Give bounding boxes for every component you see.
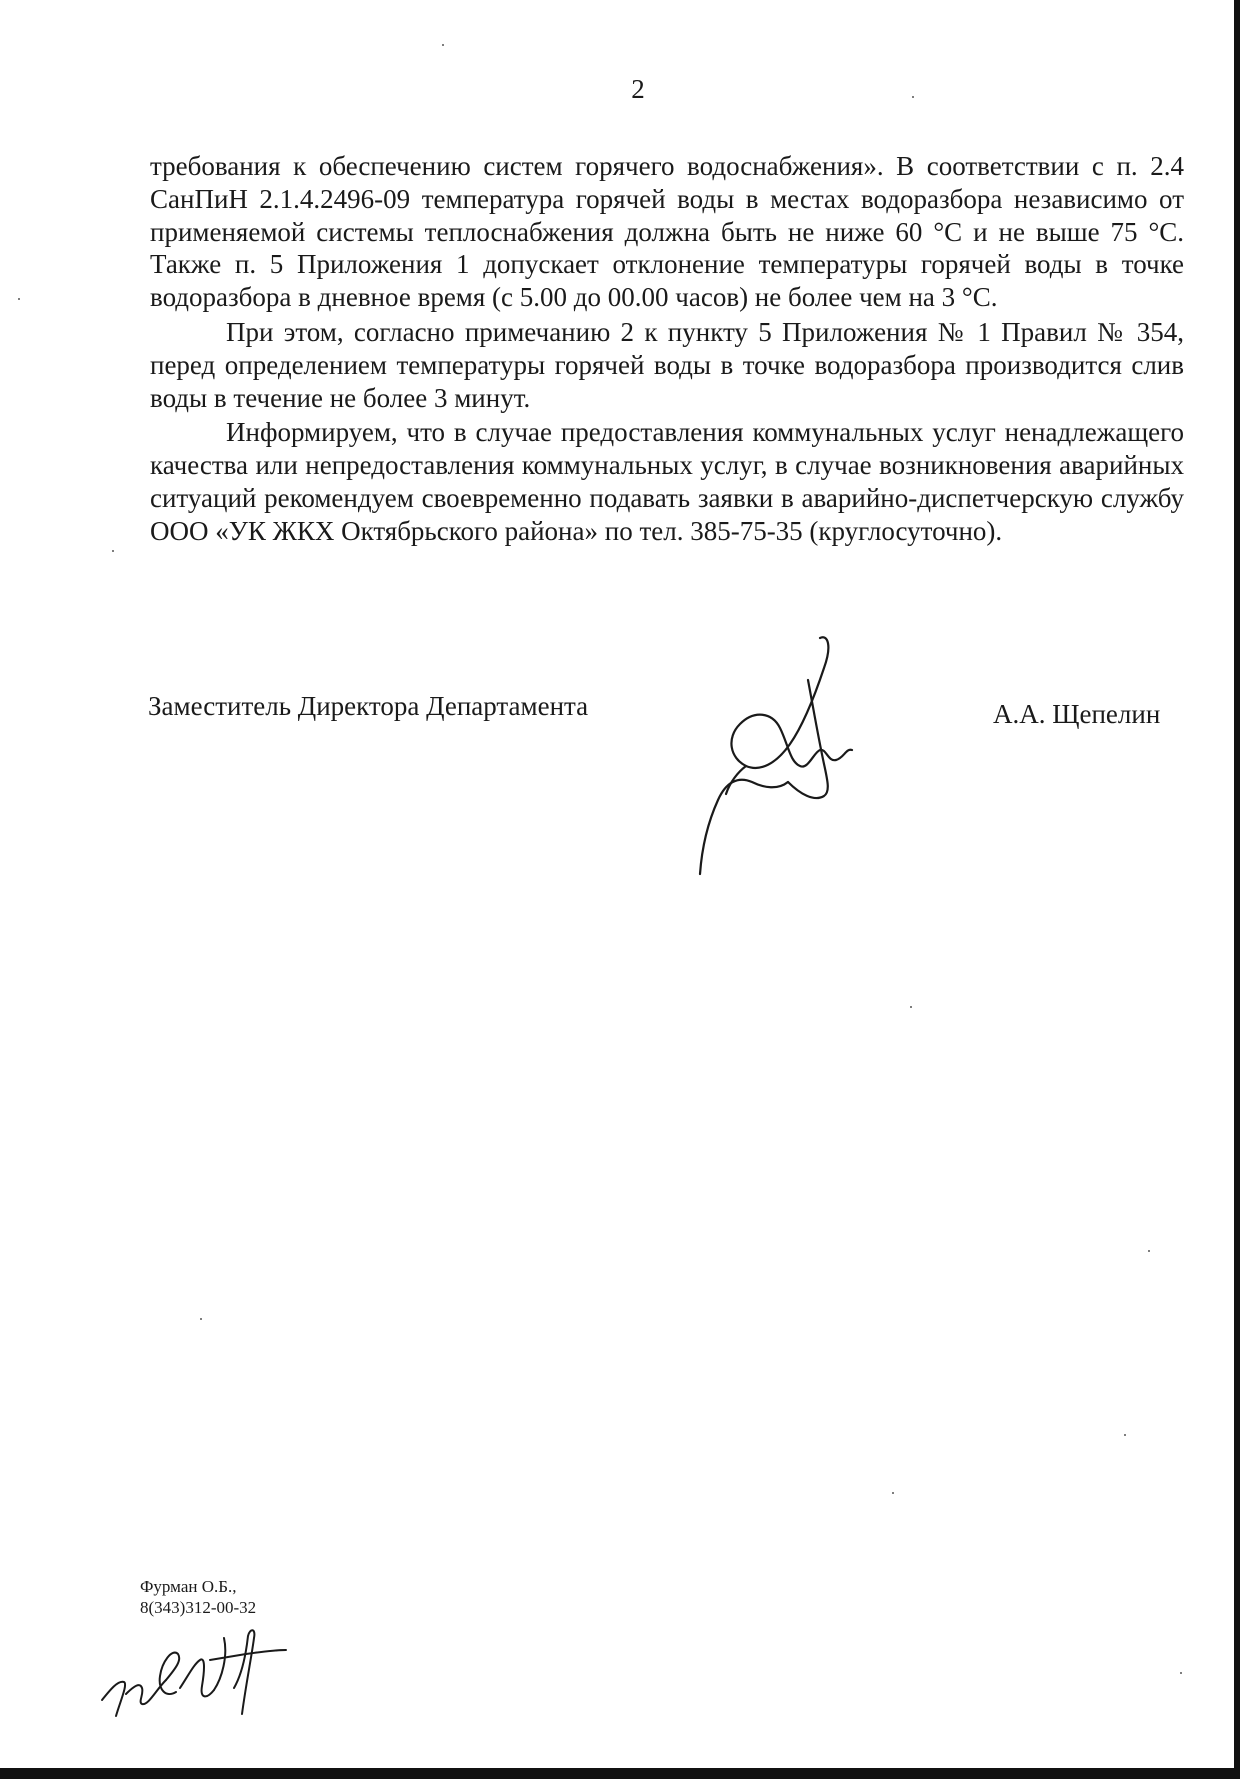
paragraph-emergency-contact: Информируем, что в случае предоставления коммунальных услуг ненадлежащего качества или непредоставления коммунальных услуг, в случае возникновения аварийных ситуаций рекомендуем своевременно подавать заявки в аварийно-диспетчерскую службу ООО «УК ЖКХ Октябрьского района» по тел. 385-75-35 (круглосуточно). [150, 417, 1184, 546]
executor-phone: 8(343)312-00-32 [140, 1598, 257, 1617]
paragraph-continuation: требования к обеспечению систем горячего водоснабжения». В соответствии с п. 2.4 СанПиН 2.1.4.2496-09 температура горячей воды в местах водоразбора независимо от применяемой системы теплоснабжения должна быть не ниже 60 °С и не выше 75 °С. Также п. 5 Приложения 1 допускает отклонение температуры горячей воды в точке водоразбора в дневное время (с 5.00 до 00.00 часов) не более чем на 3 °С. [150, 151, 1184, 313]
handwritten-initials-signature [96, 1624, 292, 1724]
handwritten-signature-main [668, 632, 858, 888]
scan-border-bottom [0, 1768, 1240, 1779]
scan-speck [112, 550, 114, 552]
signer-name: А.А. Щепелин [993, 699, 1161, 729]
scan-speck [18, 298, 20, 300]
scan-speck [892, 1492, 894, 1494]
letter-body [150, 150, 1184, 550]
executor-name: Фурман О.Б., [140, 1577, 237, 1596]
signer-position-title: Заместитель Директора Департамента [148, 691, 589, 721]
paragraph-water-drain: При этом, согласно примечанию 2 к пункту 5 Приложения № 1 Правил № 354, перед определением температуры горячей воды в точке водоразбора производится слив воды в течение не более 3 минут. [150, 316, 1184, 413]
scan-speck [442, 44, 444, 46]
page-number: 2 [631, 74, 645, 104]
executor-info [140, 1576, 256, 1618]
scan-speck [910, 1006, 912, 1008]
scan-speck [200, 1318, 202, 1320]
scan-border-right [1234, 0, 1240, 1779]
scan-speck [912, 96, 914, 98]
scan-speck [1148, 1250, 1150, 1252]
scan-speck [1124, 1434, 1126, 1436]
scan-speck [1180, 1672, 1182, 1674]
